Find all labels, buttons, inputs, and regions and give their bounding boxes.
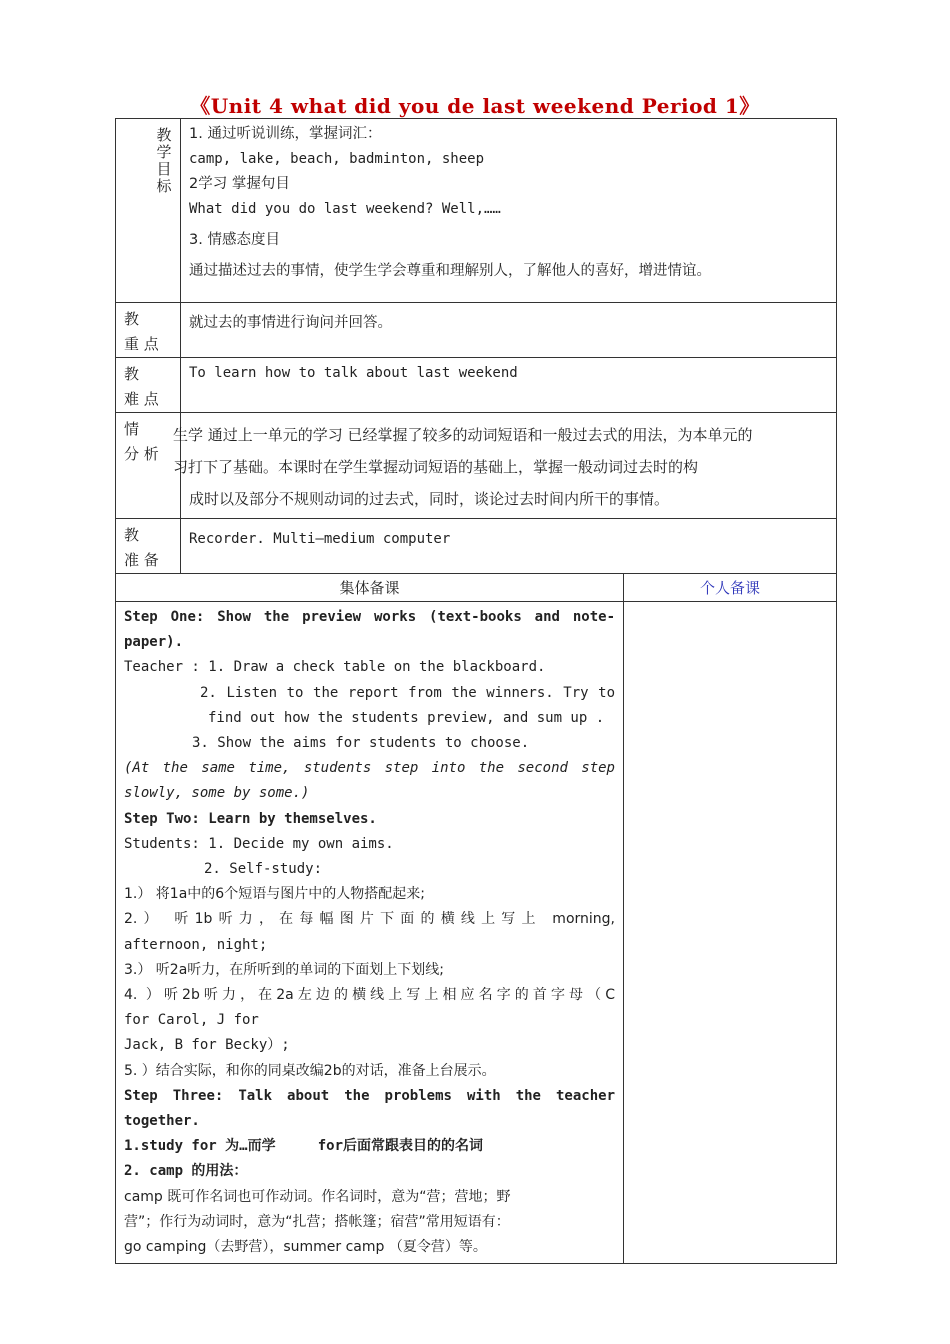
difficult-points-text: To learn how to talk about last weekend — [181, 358, 837, 413]
prep-label-1: 教 — [124, 526, 140, 544]
key-points-text: 就过去的事情进行询问并回答。 — [181, 303, 837, 358]
document-title: 《Unit 4 what did you de last weekend Period 1》 — [190, 94, 760, 118]
teacher-item-2: 2. Listen to the report from the winners. Try to — [200, 684, 615, 701]
individual-prep-header: 个人备课 — [624, 574, 837, 602]
step-three-line-1: Step Three: Talk about the problems with the teacher — [124, 1087, 615, 1104]
steps-row — [116, 602, 837, 1264]
goals-line-6: 通过描述过去的事情，使学生学会尊重和理解别人，了解他人的喜好，增进情谊。 — [189, 263, 711, 279]
goals-label-cell — [116, 119, 181, 303]
analysis-label-cell — [116, 413, 181, 519]
teacher-item-1: Teacher : 1. Draw a check table on the blackboard. — [124, 659, 546, 676]
students-item-1: Students: 1. Decide my own aims. — [124, 835, 394, 852]
goals-row — [116, 119, 837, 303]
task-4-line-3: Jack, B for Becky）; — [124, 1037, 290, 1054]
goals-line-1: 1. 通过听说训练，掌握词汇： — [189, 126, 382, 142]
goals-label: 教学目标 — [156, 126, 172, 195]
step-three-line-2: together. — [124, 1113, 200, 1130]
prep-label-cell — [116, 519, 181, 574]
lesson-plan-table — [115, 118, 837, 1264]
teacher-item-3: 3. Show the aims for students to choose. — [192, 735, 530, 752]
task-1: 1.） 将1a中的6个短语与图片中的人物搭配起来; — [124, 886, 425, 903]
task-2-line-1: 2.） 听1b听力，在每幅图片下面的横线上写上 morning, — [124, 911, 615, 928]
step-one-line-2: paper). — [124, 634, 184, 651]
steps-content — [116, 602, 624, 1264]
prep-label-2: 准 备 — [124, 551, 159, 569]
goals-content — [181, 119, 837, 303]
preparation-text: Recorder. Multi—medium computer — [181, 519, 837, 574]
camp-text-1: camp 既可作名词也可作动词。作名词时，意为“营；营地；野 — [124, 1188, 511, 1205]
analysis-label-2: 分 析 — [124, 445, 159, 463]
header-row — [116, 574, 837, 602]
collective-prep-header: 集体备课 — [116, 574, 624, 602]
difficult-label-1: 教 — [124, 365, 140, 383]
difficult-label-cell — [116, 358, 181, 413]
analysis-row — [116, 413, 837, 519]
task-5: 5. ）结合实际，和你的同桌改编2b的对话，准备上台展示。 — [124, 1062, 496, 1079]
analysis-line-2: 习打下了基础。本课时在学生掌握动词短语的基础上，掌握一般动词过去时的构 — [173, 458, 699, 476]
key-label-2: 重 点 — [124, 335, 159, 353]
goals-line-4: What did you do last weekend? Well,…… — [189, 201, 501, 217]
key-label-1: 教 — [124, 310, 140, 328]
task-4-line-1: 4. ）听2b听力，在2a左边的横线上写上相应名字的首字母（C — [124, 987, 615, 1004]
task-3: 3.） 听2a听力，在所听到的单词的下面划上下划线; — [124, 961, 445, 978]
goals-line-3: 2学习 掌握句目 — [189, 176, 290, 192]
analysis-line-3: 成时以及部分不规则动词的过去式，同时，谈论过去时间内所干的事情。 — [189, 490, 670, 508]
preparation-row — [116, 519, 837, 574]
goals-line-5: 3. 情感态度目 — [189, 232, 280, 248]
note-camp-heading: 2. camp 的用法： — [124, 1163, 248, 1180]
task-4-line-2: for Carol, J for — [124, 1012, 259, 1029]
camp-text-3: go camping（去野营），summer camp （夏令营）等。 — [124, 1239, 487, 1256]
italic-note-1: (At the same time, students step into the second step — [124, 760, 615, 777]
italic-note-2: slowly, some by some.) — [124, 785, 310, 802]
key-label-cell — [116, 303, 181, 358]
step-two-heading: Step Two: Learn by themselves. — [124, 810, 377, 827]
note-study-for: 1.study for 为…而学 for后面常跟表目的的名词 — [124, 1138, 484, 1155]
camp-text-2: 营”；作行为动词时，意为“扎营；搭帐篷；宿营”常用短语有： — [124, 1213, 510, 1230]
difficult-points-row — [116, 358, 837, 413]
individual-prep-cell — [624, 602, 837, 1264]
analysis-line-1: 生学 通过上一单元的学习 已经掌握了较多的动词短语和一般过去式的用法，为本单元的 — [173, 426, 753, 444]
goals-line-2: camp, lake, beach, badminton, sheep — [189, 151, 485, 167]
analysis-text — [173, 413, 837, 519]
key-points-row — [116, 303, 837, 358]
step-one-line-1: Step One: Show the preview works (text-books and note- — [124, 609, 615, 625]
task-2-line-2: afternoon, night; — [124, 936, 268, 953]
students-item-2: 2. Self-study: — [204, 861, 323, 878]
teacher-item-2-cont: find out how the students preview, and sum up . — [208, 709, 605, 726]
analysis-label-1: 情 — [124, 420, 140, 438]
difficult-label-2: 难 点 — [124, 390, 159, 408]
